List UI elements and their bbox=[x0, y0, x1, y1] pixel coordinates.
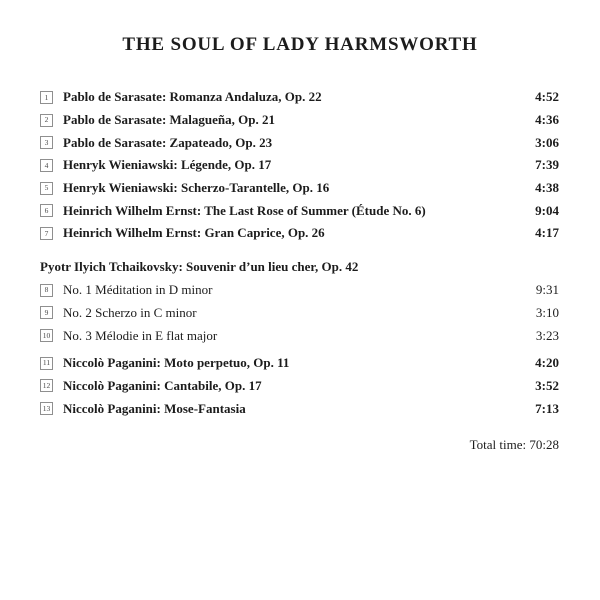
track-time: 9:31 bbox=[535, 282, 559, 298]
track-number-box bbox=[40, 357, 53, 370]
track-number-box bbox=[40, 306, 53, 319]
track-number-box bbox=[40, 182, 53, 195]
track-row bbox=[40, 199, 559, 222]
track-title: Pablo de Sarasate: Malagueña, Op. 21 bbox=[63, 112, 275, 128]
track-number-box bbox=[40, 402, 53, 415]
track-title: Niccolò Paganini: Mose-Fantasia bbox=[63, 400, 246, 416]
track-row bbox=[40, 109, 559, 132]
track-time: 3:10 bbox=[535, 304, 559, 320]
track-time: 3:52 bbox=[535, 377, 559, 393]
track-time: 4:52 bbox=[535, 89, 559, 105]
track-number: 10 bbox=[42, 330, 51, 340]
track-time: 4:17 bbox=[535, 225, 559, 241]
track-number: 13 bbox=[42, 403, 51, 413]
track-row bbox=[40, 324, 559, 347]
track-section bbox=[40, 256, 559, 347]
track-number: 1 bbox=[44, 92, 49, 102]
track-row bbox=[40, 154, 559, 177]
track-number-box bbox=[40, 227, 53, 240]
track-time: 3:23 bbox=[535, 327, 559, 343]
track-time: 9:04 bbox=[535, 202, 559, 218]
track-section bbox=[40, 352, 559, 420]
track-number: 2 bbox=[44, 115, 49, 125]
track-row bbox=[40, 222, 559, 245]
track-title: Niccolò Paganini: Moto perpetuo, Op. 11 bbox=[63, 355, 290, 371]
track-row bbox=[40, 352, 559, 375]
track-number-box bbox=[40, 329, 53, 342]
track-number: 8 bbox=[44, 285, 49, 295]
track-number-box bbox=[40, 114, 53, 127]
track-row bbox=[40, 375, 559, 398]
track-row bbox=[40, 302, 559, 325]
track-time: 7:13 bbox=[535, 400, 559, 416]
track-number-box bbox=[40, 379, 53, 392]
track-number-box bbox=[40, 284, 53, 297]
track-number: 3 bbox=[44, 137, 49, 147]
track-title: Niccolò Paganini: Cantabile, Op. 17 bbox=[63, 377, 262, 393]
track-number-box bbox=[40, 136, 53, 149]
track-number: 5 bbox=[44, 183, 49, 193]
track-number-box bbox=[40, 204, 53, 217]
track-title: Henryk Wieniawski: Scherzo-Tarantelle, Op. 16 bbox=[63, 180, 330, 196]
track-title: Pablo de Sarasate: Zapateado, Op. 23 bbox=[63, 134, 273, 150]
track-time: 7:39 bbox=[535, 157, 559, 173]
track-number: 6 bbox=[44, 206, 49, 216]
track-title: No. 3 Mélodie in E flat major bbox=[63, 327, 218, 343]
track-title: No. 2 Scherzo in C minor bbox=[63, 304, 197, 320]
track-number: 4 bbox=[44, 160, 49, 170]
track-section bbox=[40, 86, 559, 245]
track-row bbox=[40, 177, 559, 200]
track-row bbox=[40, 279, 559, 302]
track-time: 4:36 bbox=[535, 112, 559, 128]
track-number: 11 bbox=[42, 358, 51, 368]
track-title: Henryk Wieniawski: Légende, Op. 17 bbox=[63, 157, 272, 173]
track-number-box bbox=[40, 91, 53, 104]
tracklist bbox=[0, 86, 600, 457]
track-row bbox=[40, 86, 559, 109]
track-title: Pablo de Sarasate: Romanza Andaluza, Op. 22 bbox=[63, 89, 322, 105]
track-row bbox=[40, 397, 559, 420]
track-time: 3:06 bbox=[535, 134, 559, 150]
track-title: Heinrich Wilhelm Ernst: Gran Caprice, Op. 26 bbox=[63, 225, 325, 241]
total-time: Total time: 70:28 bbox=[469, 437, 559, 453]
track-number: 12 bbox=[42, 381, 51, 391]
track-title: Heinrich Wilhelm Ernst: The Last Rose of Summer (Étude No. 6) bbox=[63, 202, 426, 218]
album-title: THE SOUL OF LADY HARMSWORTH bbox=[122, 34, 478, 55]
track-row bbox=[40, 131, 559, 154]
track-time: 4:20 bbox=[535, 355, 559, 371]
track-title: No. 1 Méditation in D minor bbox=[63, 282, 213, 298]
work-group-header: Pyotr Ilyich Tchaikovsky: Souvenir d’un lieu cher, Op. 42 bbox=[40, 259, 359, 275]
track-number-box bbox=[40, 159, 53, 172]
track-number: 7 bbox=[44, 228, 49, 238]
track-time: 4:38 bbox=[535, 180, 559, 196]
track-number: 9 bbox=[44, 308, 49, 318]
